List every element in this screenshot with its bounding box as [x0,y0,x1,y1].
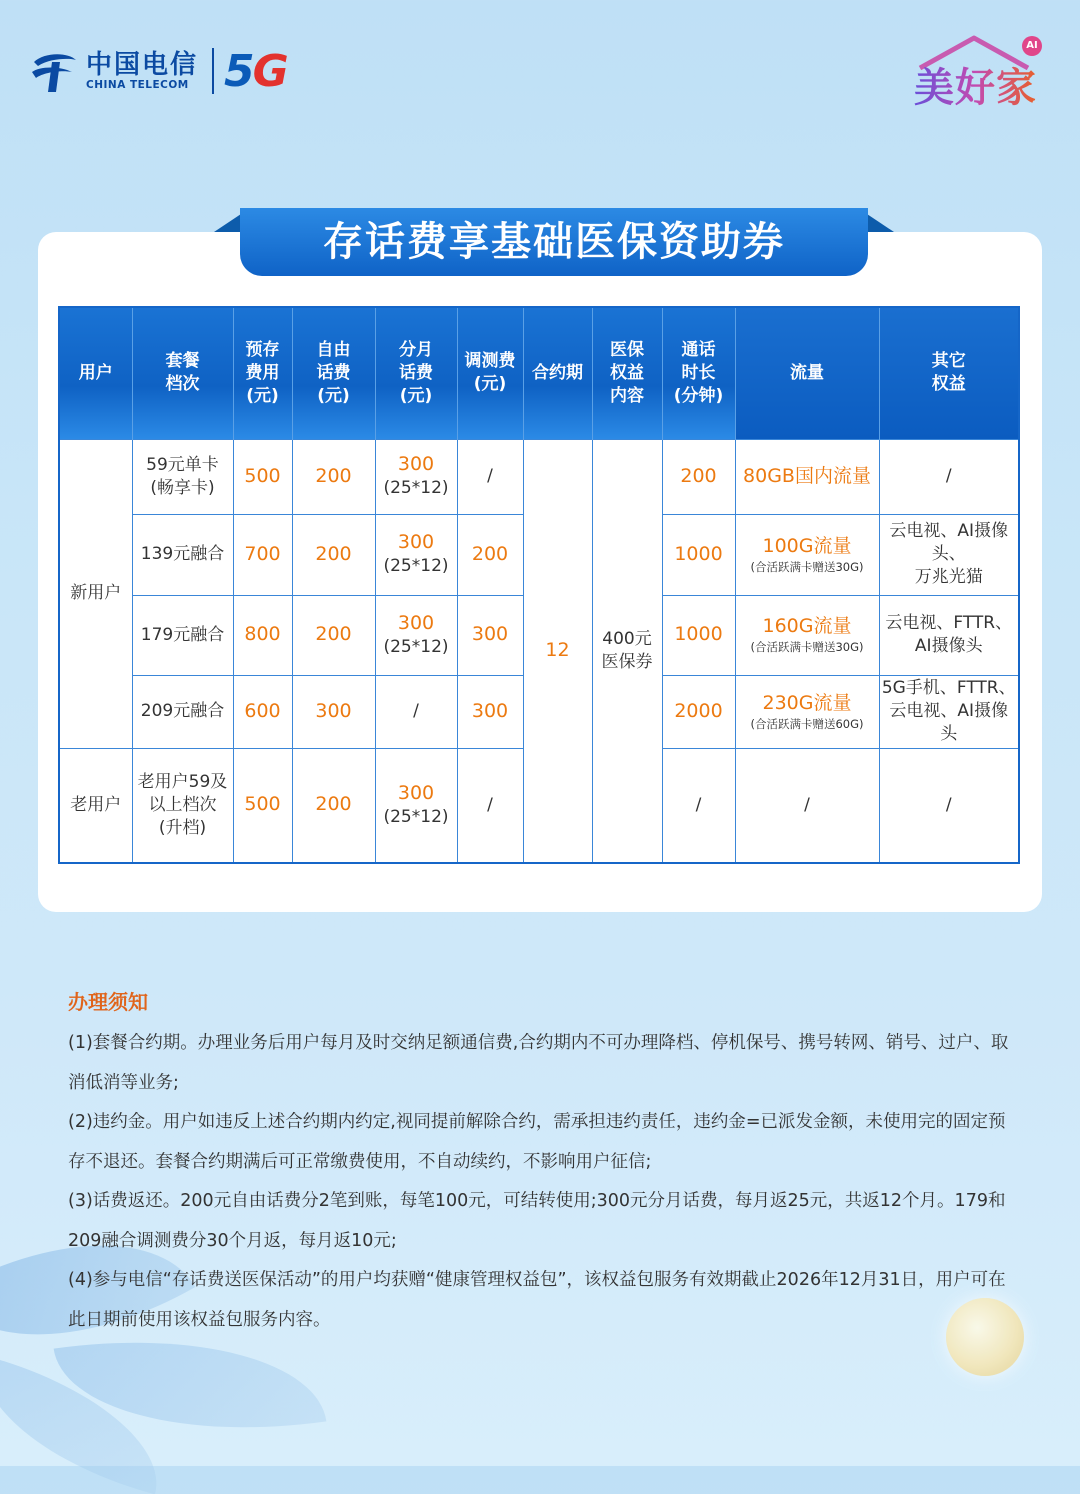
cell-prestore: 600 [233,675,292,748]
cell-prestore: 500 [233,748,292,863]
cell-tier: 179元融合 [132,595,233,675]
brand-name-en: CHINA TELECOM [86,79,189,91]
table-row [59,439,1019,514]
china-telecom-logo [30,44,287,98]
cell-minutes: / [662,748,735,863]
cell-monthly-fee: 300 (25*12) [375,595,457,675]
cell-monthly-fee: 300 (25*12) [375,748,457,863]
cell-free-fee: 200 [292,595,375,675]
cell-other: 云电视、FTTR、 AI摄像头 [879,595,1019,675]
cell-free-fee: 200 [292,439,375,514]
header-other: 其它 权益 [879,307,1019,439]
cell-benefit: 400元 医保券 [592,439,662,863]
cell-free-fee: 200 [292,514,375,595]
cell-test-fee: 300 [457,675,523,748]
cell-other: / [879,748,1019,863]
header-contract: 合约期 [523,307,592,439]
header-free-fee: 自由 话费 (元) [292,307,375,439]
cell-monthly-fee: 300 (25*12) [375,514,457,595]
header-test-fee: 调测费 (元) [457,307,523,439]
header-user: 用户 [59,307,132,439]
header-prestore: 预存 费用 (元) [233,307,292,439]
notes-list [68,1024,1018,1340]
cell-minutes: 200 [662,439,735,514]
group-new-users: 新用户 [59,439,132,748]
cell-tier: 209元融合 [132,675,233,748]
plan-table [58,306,1020,864]
cell-prestore: 500 [233,439,292,514]
ai-badge: AI [1022,36,1042,56]
header-monthly-fee: 分月 话费 (元) [375,307,457,439]
brand-5g-logo: 5G [224,45,287,97]
cell-tier: 老用户59及 以上档次 (升档) [132,748,233,863]
cell-tier: 139元融合 [132,514,233,595]
cell-test-fee: 200 [457,514,523,595]
cell-data: 80GB国内流量 [735,439,879,514]
cell-test-fee: 300 [457,595,523,675]
cell-minutes: 1000 [662,595,735,675]
cell-free-fee: 200 [292,748,375,863]
cell-tier: 59元单卡 (畅享卡) [132,439,233,514]
cell-data: / [735,748,879,863]
note-item: (2)违约金。用户如违反上述合约期内约定,视同提前解除合约，需承担违约责任，违约金=已派发金额，未使用完的固定预存不退还。套餐合约期满后可正常缴费使用，不自动续约，不影响用户征信; [68,1112,1006,1172]
brand-name-cn: 中国电信 [86,50,199,80]
cell-prestore: 700 [233,514,292,595]
group-old-users: 老用户 [59,748,132,863]
partner-logo [912,34,1042,114]
header-benefit: 医保 权益 内容 [592,307,662,439]
cell-free-fee: 300 [292,675,375,748]
logo-divider [212,48,214,94]
cell-data: 160G流量 (合活跃满卡赠送30G) [735,595,879,675]
page-title: 存话费享基础医保资助券 [240,208,868,276]
cell-other: 5G手机、FTTR、 云电视、AI摄像头 [879,675,1019,748]
note-item: (1)套餐合约期。办理业务后用户每月及时交纳足额通信费,合约期内不可办理降档、停机保号、携号转网、销号、过户、取消低消等业务; [68,1033,1009,1093]
header-data: 流量 [735,307,879,439]
cell-prestore: 800 [233,595,292,675]
note-item: (4)参与电信“存话费送医保活动”的用户均获赠“健康管理权益包”，该权益包服务有效期截止2026年12月31日，用户可在此日期前使用该权益包服务内容。 [68,1270,1006,1330]
note-item: (3)话费返还。200元自由话费分2笔到账，每笔100元，可结转使用;300元分月话费，每月返25元，共返12个月。179和209融合调测费分30个月返，每月返10元; [68,1191,1006,1251]
cell-other: / [879,439,1019,514]
china-telecom-logo-icon [30,48,78,94]
cell-minutes: 1000 [662,514,735,595]
cell-contract: 12 [523,439,592,863]
header-tier: 套餐 档次 [132,307,233,439]
cell-data: 100G流量 (合活跃满卡赠送30G) [735,514,879,595]
cell-monthly-fee: 300 (25*12) [375,439,457,514]
table-header-row [59,307,1019,439]
cell-minutes: 2000 [662,675,735,748]
notes-title: 办理须知 [68,990,148,1014]
partner-logo-text: 美好家 [914,56,1037,113]
cell-test-fee: / [457,748,523,863]
cell-monthly-fee: / [375,675,457,748]
cell-data: 230G流量 (合活跃满卡赠送60G) [735,675,879,748]
cell-other: 云电视、AI摄像头、 万兆光猫 [879,514,1019,595]
cell-test-fee: / [457,439,523,514]
header-minutes: 通话 时长 (分钟) [662,307,735,439]
